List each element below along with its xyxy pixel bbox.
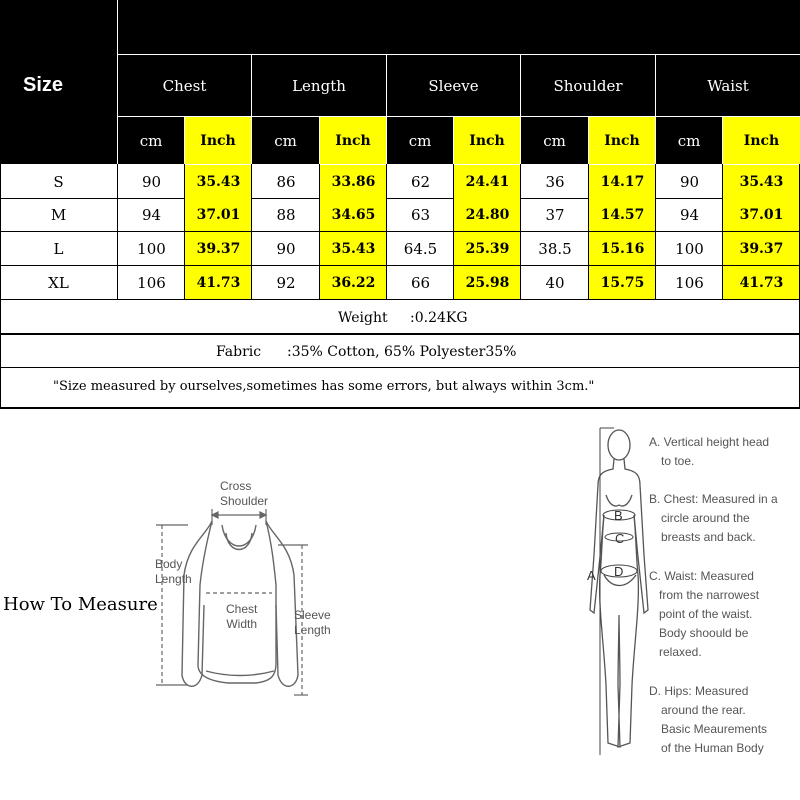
- cm-value-cell: 88: [276, 205, 296, 224]
- cm-value-cell: 90: [141, 172, 162, 191]
- chest-header: Chest: [162, 76, 207, 95]
- unit-inch: Inch: [200, 132, 236, 149]
- cm-value-cell: 100: [137, 239, 166, 258]
- cm-value-cell: 62: [410, 172, 431, 191]
- cm-value-cell: 90: [679, 172, 700, 191]
- fabric-label: Fabric: [216, 344, 262, 360]
- unit-cm: cm: [408, 131, 432, 150]
- instruction-a: A. Vertical height head to toe.: [649, 435, 770, 468]
- unit-cm: cm: [543, 131, 566, 150]
- inch-value-cell: 34.65: [320, 198, 387, 231]
- length-header: Length: [292, 76, 346, 95]
- size-cell: L: [53, 239, 64, 258]
- inch-value-cell: 25.39: [454, 232, 521, 265]
- cross-shoulder-label: Cross Shoulder: [220, 479, 269, 508]
- cm-value-cell: 64.5: [403, 239, 438, 258]
- cm-value-cell: 40: [545, 273, 565, 292]
- shoulder-header: Shoulder: [553, 76, 623, 95]
- cm-value-cell: 94: [679, 205, 700, 224]
- waist-header: Waist: [707, 76, 749, 95]
- body-figure-diagram: [580, 425, 650, 765]
- size-cell: XL: [48, 273, 69, 292]
- body-letter-b: B: [614, 508, 623, 523]
- cm-value-cell: 100: [675, 239, 704, 258]
- inch-value-cell: 41.73: [723, 266, 800, 299]
- instruction-b: B. Chest: Measured in a circle around the breasts and back.: [649, 492, 778, 544]
- inch-value-cell: 24.41: [454, 165, 521, 198]
- inch-value-cell: 15.75: [589, 266, 656, 299]
- fabric-value: :35% Cotton, 65% Polyester35%: [287, 344, 517, 360]
- unit-cm: cm: [274, 131, 297, 150]
- unit-inch: Inch: [604, 132, 640, 149]
- cm-value-cell: 92: [276, 273, 296, 292]
- body-letter-d: D: [614, 564, 624, 579]
- cm-value-cell: 86: [276, 172, 296, 191]
- weight-label: Weight: [338, 310, 388, 326]
- sleeve-length-label: Sleeve Length: [294, 608, 331, 637]
- inch-value-cell: 14.17: [589, 165, 656, 198]
- inch-value-cell: 41.73: [185, 266, 252, 299]
- cm-value-cell: 38.5: [538, 239, 572, 258]
- cm-value-cell: 94: [141, 205, 162, 224]
- inch-value-cell: 35.43: [723, 165, 800, 198]
- unit-inch: Inch: [743, 132, 780, 149]
- unit-cm: cm: [139, 131, 163, 150]
- inch-value-cell: 37.01: [723, 198, 800, 231]
- inch-value-cell: 37.01: [185, 198, 252, 231]
- inch-value-cell: 39.37: [185, 232, 252, 265]
- size-cell: M: [50, 205, 67, 224]
- how-to-measure-title: How To Measure: [3, 594, 158, 615]
- size-disclaimer: "Size measured by ourselves,sometimes has some errors, but always within 3cm.": [53, 379, 595, 394]
- unit-cm: cm: [677, 131, 701, 150]
- inch-value-cell: 15.16: [589, 232, 656, 265]
- inch-value-cell: 35.43: [185, 165, 252, 198]
- cm-value-cell: 37: [545, 205, 565, 224]
- instruction-d: D. Hips: Measured around the rear. Basic Meaurements of the Human Body: [649, 684, 768, 755]
- inch-value-cell: 35.43: [320, 232, 387, 265]
- inch-value-cell: 33.86: [320, 165, 387, 198]
- unit-inch: Inch: [469, 132, 505, 149]
- cm-value-cell: 106: [137, 273, 166, 292]
- inch-value-cell: 24.80: [454, 198, 521, 231]
- cm-value-cell: 66: [410, 273, 431, 292]
- body-letter-c: C: [615, 531, 625, 546]
- weight-value: :0.24KG: [410, 310, 468, 326]
- body-length-label: Body Length: [155, 557, 192, 586]
- garment-diagram: [148, 475, 348, 715]
- sleeve-header: Sleeve: [428, 76, 479, 95]
- cm-value-cell: 106: [675, 273, 704, 292]
- size-header: Size: [22, 73, 64, 96]
- inch-value-cell: 36.22: [320, 266, 387, 299]
- chest-width-label: Chest Width: [226, 602, 258, 631]
- unit-inch: Inch: [335, 132, 371, 149]
- cm-value-cell: 36: [545, 172, 565, 191]
- inch-value-cell: 39.37: [723, 232, 800, 265]
- cm-value-cell: 63: [410, 205, 431, 224]
- instruction-c: C. Waist: Measured from the narrowest point of the waist. Body shoould be relaxed.: [649, 569, 760, 659]
- body-letter-a: A: [587, 568, 596, 583]
- cm-value-cell: 90: [276, 239, 296, 258]
- inch-value-cell: 25.98: [454, 266, 521, 299]
- size-cell: S: [53, 172, 64, 191]
- inch-value-cell: 14.57: [589, 198, 656, 231]
